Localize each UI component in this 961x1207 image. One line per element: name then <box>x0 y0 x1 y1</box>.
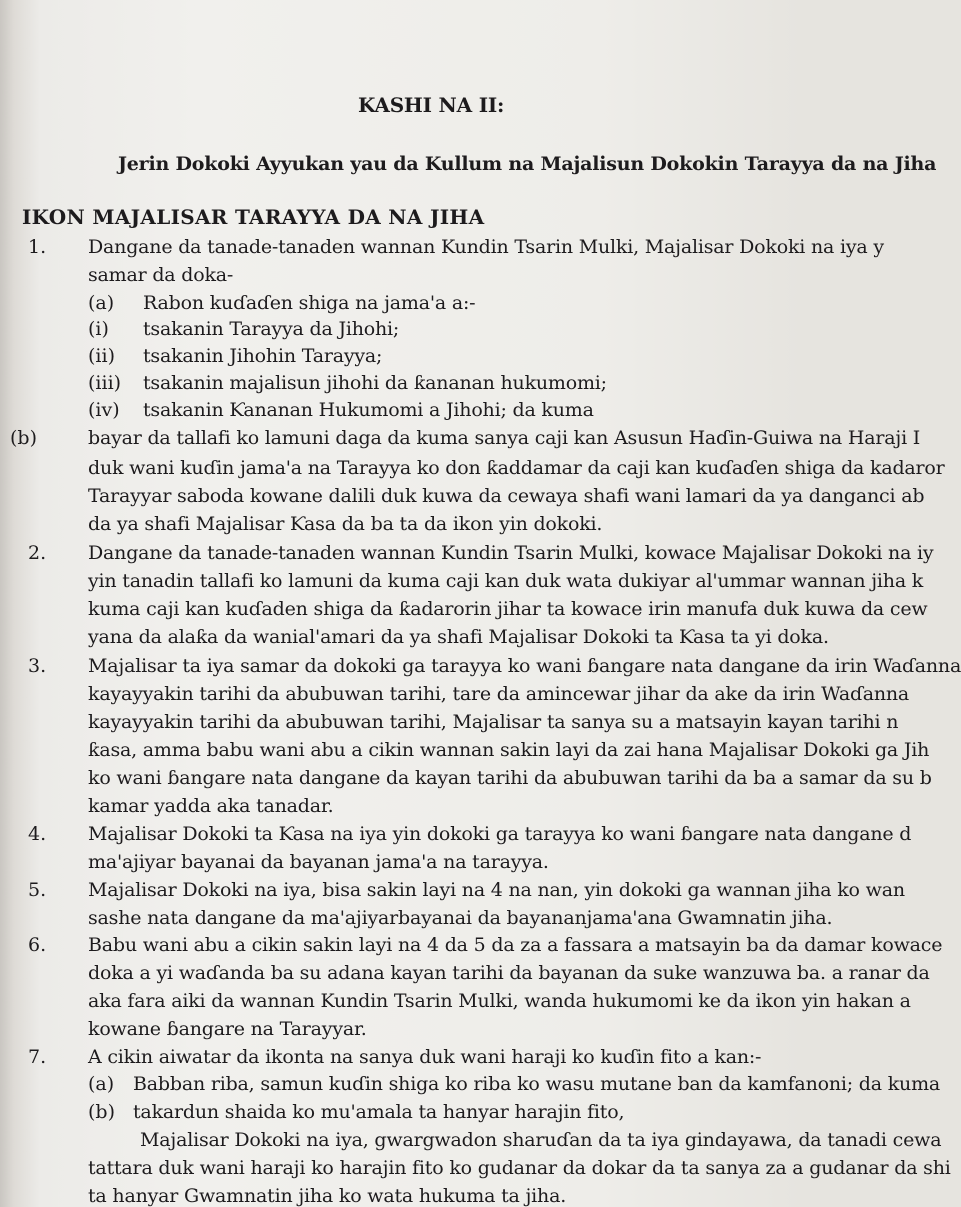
chapter-title: KASHI NA II: <box>358 93 505 117</box>
paragraph-line: Dangane da tanade-tanaden wannan Kundin Tsarin Mulki, Majalisar Dokoki na iya y <box>88 236 884 258</box>
paragraph-line: ko wani ɓangare nata dangane da kayan tarihi da abubuwan tarihi da ba a samar da su b <box>88 767 932 789</box>
list-item: tsakanin majalisun jihohi da ƙananan hukumomi; <box>143 372 607 394</box>
paragraph-line: A cikin aiwatar da ikonta na sanya duk wani haraji ko kuɗin fito a kan:- <box>88 1046 762 1068</box>
list-item: tsakanin Ƙananan Hukumomi a Jihohi; da kuma <box>143 399 594 421</box>
paragraph-line: Dangane da tanade-tanaden wannan Kundin Tsarin Mulki, kowace Majalisar Dokoki na iy <box>88 542 934 564</box>
paragraph-line: kamar yadda aka tanadar. <box>88 795 334 817</box>
paragraph-line: da ya shafi Majalisar Ƙasa da ba ta da ikon yin dokoki. <box>88 513 603 535</box>
list-label: (ii) <box>88 345 115 367</box>
paragraph-line: Majalisar Dokoki na iya, gwargwadon sharuɗan da ta iya gindayawa, da tanadi cewa <box>140 1129 942 1151</box>
paragraph-line: kuma caji kan kuɗaden shiga da ƙadarorin jihar ta kowace irin manufa duk kuwa da cew <box>88 598 928 620</box>
list-item: takardun shaida ko mu'amala ta hanyar harajin fito, <box>133 1101 625 1123</box>
paragraph-line: Majalisar ta iya samar da dokoki ga tarayya ko wani ɓangare nata dangane da irin Waɗanna <box>88 655 961 677</box>
paragraph-line: kayayyakin tarihi da abubuwan tarihi, Majalisar ta sanya su a matsayin kayan tarihi n <box>88 711 899 733</box>
paragraph-number: 4. <box>28 823 47 845</box>
paragraph-line: doka a yi waɗanda ba su adana kayan tarihi da bayanan da suke wanzuwa ba. a ranar da <box>88 962 930 984</box>
list-item: tsakanin Tarayya da Jihohi; <box>143 318 400 340</box>
paragraph-number: 2. <box>28 542 47 564</box>
paragraph-line: sashe nata dangane da ma'ajiyarbayanai da bayananjama'ana Gwamnatin jiha. <box>88 907 833 929</box>
paragraph-line: samar da doka- <box>88 264 234 286</box>
list-label: (iii) <box>88 372 122 394</box>
chapter-subtitle: Jerin Dokoki Ayyukan yau da Kullum na Majalisun Dokokin Tarayya da na Jiha <box>118 153 937 175</box>
paragraph-line: yana da alaƙa da wanial'amari da ya shafi Majalisar Dokoki ta Ƙasa ta yi doka. <box>88 626 829 648</box>
list-item: tsakanin Jihohin Tarayya; <box>143 345 383 367</box>
list-label: (a) <box>88 292 115 314</box>
paragraph-line: ƙasa, amma babu wani abu a cikin wannan sakin layi da zai hana Majalisar Dokoki ga Jih <box>88 739 930 761</box>
list-label: (i) <box>88 318 109 340</box>
paragraph-line: kowane ɓangare na Tarayyar. <box>88 1018 367 1040</box>
paragraph-number: 5. <box>28 879 47 901</box>
paragraph-line: bayar da tallafi ko lamuni daga da kuma sanya caji kan Asusun Haɗin-Guiwa na Haraji I <box>88 427 921 449</box>
paragraph-line: Majalisar Dokoki na iya, bisa sakin layi na 4 na nan, yin dokoki ga wannan jiha ko wan <box>88 879 905 901</box>
paragraph-line: ma'ajiyar bayanai da bayanan jama'a na tarayya. <box>88 851 549 873</box>
paragraph-line: Tarayyar saboda kowane dalili duk kuwa da cewaya shafi wani lamari da ya danganci ab <box>88 485 925 507</box>
paragraph-line: Babu wani abu a cikin sakin layi na 4 da 5 da za a fassara a matsayin ba da damar kowace <box>88 934 943 956</box>
paragraph-number: 3. <box>28 655 47 677</box>
paragraph-line: Majalisar Dokoki ta Ƙasa na iya yin dokoki ga tarayya ko wani ɓangare nata dangane d <box>88 823 912 845</box>
paragraph-number: 6. <box>28 934 47 956</box>
list-label: (a) <box>88 1073 115 1095</box>
list-label: (iv) <box>88 399 120 421</box>
paragraph-line: kayayyakin tarihi da abubuwan tarihi, tare da amincewar jihar da ake da irin Waɗanna <box>88 683 910 705</box>
section-heading: IKON MAJALISAR TARAYYA DA NA JIHA <box>22 205 485 229</box>
paragraph-line: tattara duk wani haraji ko harajin fito ko gudanar da dokar da ta sanya za a gudanar da shi <box>88 1157 951 1179</box>
paragraph-line: yin tanadin tallafi ko lamuni da kuma caji kan duk wata dukiyar al'ummar wannan jiha k <box>88 570 924 592</box>
paragraph-line: ta hanyar Gwamnatin jiha ko wata hukuma ta jiha. <box>88 1185 567 1207</box>
paragraph-line: aka fara aiki da wannan Kundin Tsarin Mulki, wanda hukumomi ke da ikon yin hakan a <box>88 990 911 1012</box>
paragraph-number: 1. <box>28 236 47 258</box>
list-label: (b) <box>10 427 37 449</box>
list-item: Babban riba, samun kuɗin shiga ko riba ko wasu mutane ban da kamfanoni; da kuma <box>133 1073 941 1095</box>
paragraph-line: duk wani kuɗin jama'a na Tarayya ko don ƙaddamar da caji kan kuɗaɗen shiga da kadaror <box>88 457 945 479</box>
paragraph-number: 7. <box>28 1046 47 1068</box>
list-label: (b) <box>88 1101 115 1123</box>
list-item: Rabon kuɗaɗen shiga na jama'a a:- <box>143 292 476 314</box>
